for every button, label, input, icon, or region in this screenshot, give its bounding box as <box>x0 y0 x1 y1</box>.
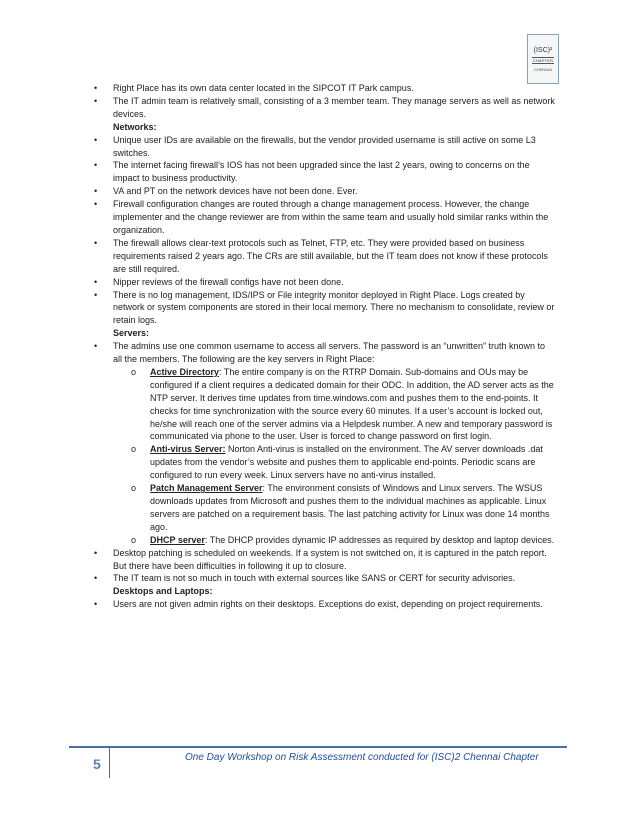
bullet-dot-icon: • <box>94 237 98 248</box>
bullet-text: Nipper reviews of the firewall configs have not been done. <box>113 276 344 287</box>
bullet-item <box>76 185 556 198</box>
bullet-text: There is no log management, IDS/IPS or File integrity monitor deployed in Right Place. Logs created by network or system components are stored in their local memory. There no mechanism to consolidate, review or retain logs. <box>113 289 555 326</box>
bullet-dot-icon: • <box>94 599 98 610</box>
bullet-text: Firewall configuration changes are routed through a change management process. However, the change implementer and the change reviewer are from within the same team and usually hold similar ranks within the organization. <box>113 199 549 235</box>
page-footer <box>69 746 569 786</box>
circle-bullet-icon: o <box>131 444 137 455</box>
circle-bullet-icon: o <box>131 366 137 377</box>
bullet-item <box>76 82 556 95</box>
bullet-text: The internet facing firewall’s IOS has not been upgraded since the last 2 years, owing to concerns on the impact to business productivity. <box>113 160 530 184</box>
isc2-chennai-logo <box>527 34 559 84</box>
bullet-dot-icon: • <box>94 276 98 287</box>
bullet-dot-icon: • <box>94 83 98 93</box>
bullet-dot-icon: • <box>94 547 98 558</box>
bullet-text: The firewall allows clear-text protocols such as Telnet, FTP, etc. They were provided based on business requirements raised 2 years ago. The CRs are still available, but the IT team does not know if these protocols are still required. <box>113 237 548 274</box>
bullet-text: The admins use one common username to access all servers. The password is an “unwritten” truth known to all the members. The following are the key servers in Right Place: <box>113 341 546 365</box>
bullet-text: VA and PT on the network devices have not been done. Ever. <box>113 186 358 197</box>
server-item <box>76 482 556 534</box>
logo-line-1: (ISC)² <box>533 46 553 54</box>
server-description: : The DHCP provides dynamic IP addresses as required by desktop and laptop devices. <box>204 534 555 545</box>
bullet-item <box>76 340 556 366</box>
document-body <box>76 82 556 611</box>
page-number: 5 <box>93 756 101 772</box>
server-description: : The environment consists of Windows and Linux servers. The WSUS downloads updates from Microsoft and pushes them to the individual machines as applicable. Linux servers are patched on a requirement basis. The last patching activity for Linux was done 14 months ago. <box>150 483 550 532</box>
bullet-text: Unique user IDs are available on the firewalls, but the vendor provided username is still active on some L3 switches. <box>113 134 536 158</box>
circle-bullet-icon: o <box>131 534 137 545</box>
server-label: Active Directory <box>150 366 220 377</box>
bullet-dot-icon: • <box>94 573 98 584</box>
section-heading: Desktops and Laptops: <box>113 586 213 597</box>
server-label: Anti-virus Server: <box>150 444 226 455</box>
bullet-item <box>76 198 556 237</box>
footer-divider <box>109 748 110 778</box>
server-description: Norton Anti-virus is installed on the environment. The AV server downloads .dat updates from the vendor’s website and pushes them to applicable end-points. Periodic scans are configured to run every week. Linux servers have no anti-virus installed. <box>150 444 543 481</box>
bullet-dot-icon: • <box>94 199 98 210</box>
server-item <box>76 443 556 482</box>
bullet-text: Users are not given admin rights on their desktops. Exceptions do exist, depending on project requirements. <box>113 599 543 610</box>
bullet-dot-icon: • <box>94 95 98 106</box>
logo-line-3: CHENNAI <box>533 66 552 72</box>
bullet-dot-icon: • <box>94 186 98 197</box>
bullet-item <box>76 572 556 585</box>
bullet-dot-icon: • <box>94 341 98 352</box>
server-label: DHCP server <box>150 534 205 545</box>
section-heading: Servers: <box>113 328 150 339</box>
footer-title: One Day Workshop on Risk Assessment conducted for (ISC)2 Chennai Chapter <box>185 752 539 763</box>
bullet-text: The IT admin team is relatively small, consisting of a 3 member team. They manage servers as well as network devices. <box>113 95 555 119</box>
bullet-text: The IT team is not so much in touch with external sources like SANS or CERT for security advisories. <box>113 573 516 584</box>
bullet-item <box>76 95 556 121</box>
server-label: Patch Management Server <box>150 483 263 494</box>
circle-bullet-icon: o <box>131 483 137 494</box>
footer-rule <box>69 746 567 748</box>
bullet-dot-icon: • <box>94 160 98 171</box>
bullet-dot-icon: • <box>94 289 98 300</box>
bullet-text: Right Place has its own data center located in the SIPCOT IT Park campus. <box>113 83 414 93</box>
bullet-item <box>76 276 556 289</box>
bullet-item <box>76 598 556 611</box>
logo-line-2: CHAPTER <box>532 57 554 63</box>
bullet-item <box>76 237 556 276</box>
server-description: : The entire company is on the RTRP Domain. Sub-domains and OUs may be configured if a client requires a dedicated domain for their ODC. In addition, the AD server acts as the NTP server. It derives time updates from time.windows.com and pushes them to the end-points. It checks for time synchronization with the source every 60 minutes. If a user’s account is locked out, he/she will reach one of the server admins via a Helpdesk number. A new and temporary password is communicated via phone to the user. User is forced to change password on first login. <box>150 366 554 442</box>
bullet-item <box>76 289 556 328</box>
bullet-item <box>76 547 556 573</box>
bullet-item <box>76 134 556 160</box>
server-item <box>76 366 556 443</box>
section-heading: Networks: <box>113 121 157 132</box>
bullet-text: Desktop patching is scheduled on weekends. If a system is not switched on, it is captured in the patch report. But there have been difficulties in following it up to closure. <box>113 547 547 571</box>
bullet-item <box>76 159 556 185</box>
bullet-dot-icon: • <box>94 134 98 145</box>
server-item <box>76 534 556 547</box>
